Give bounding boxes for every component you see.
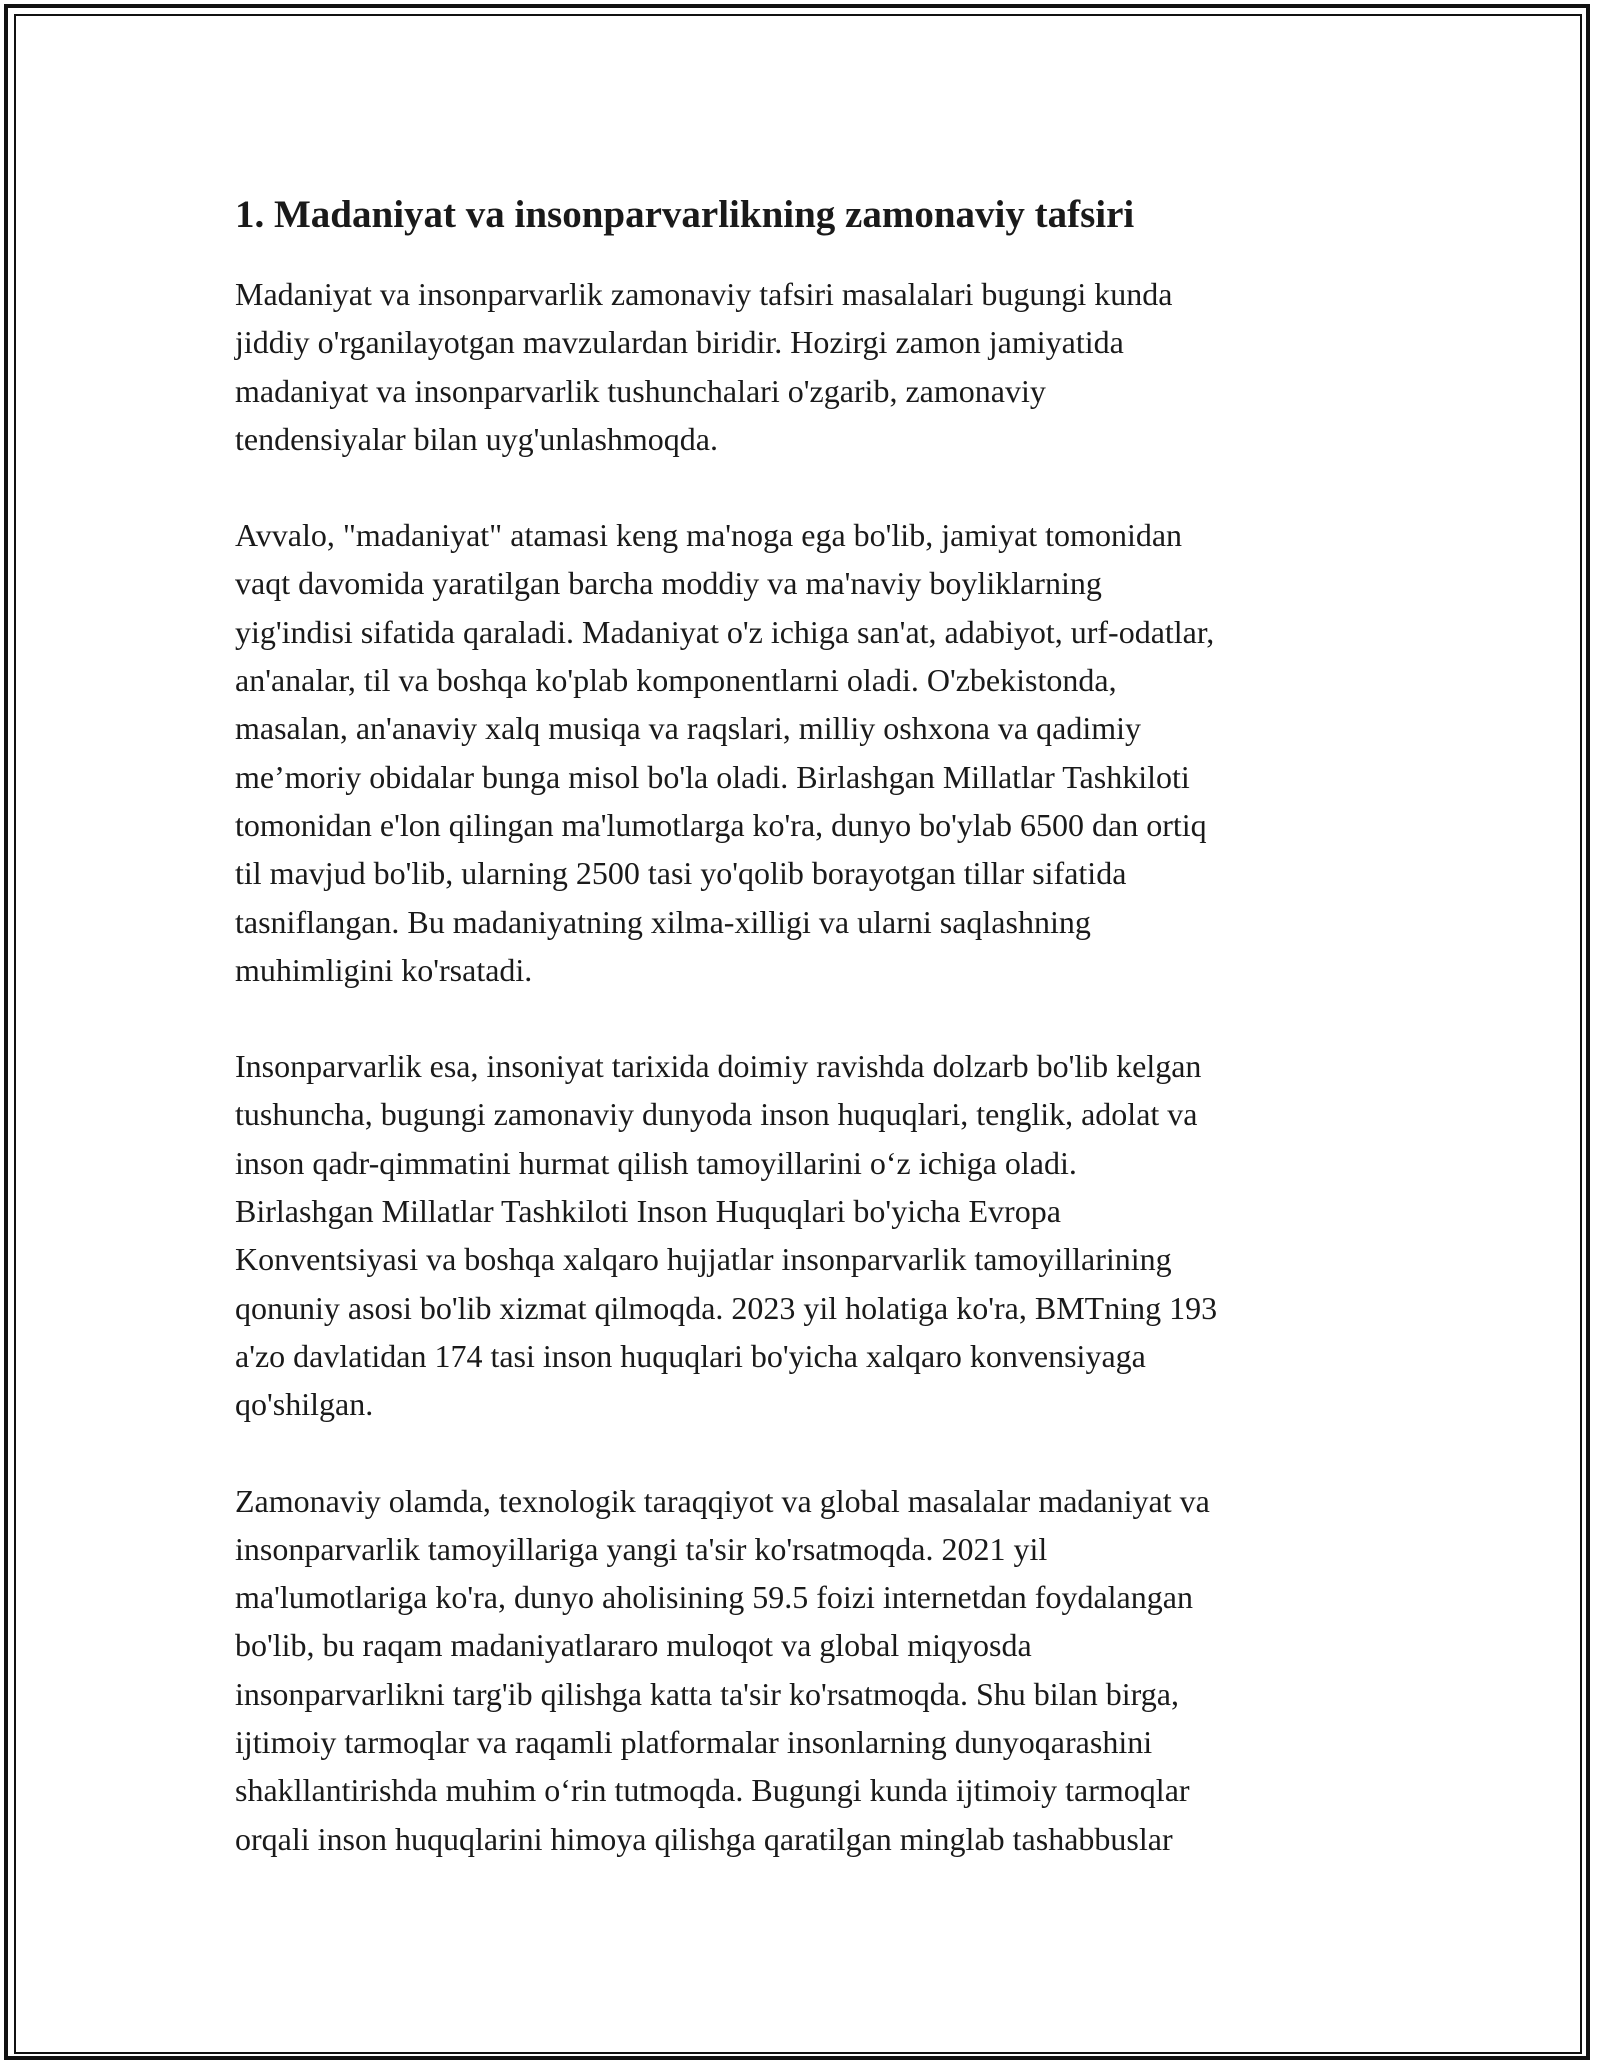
paragraph-humanism: Insonparvarlik esa, insoniyat tarixida doimiy ravishda dolzarb bo'lib kelgan tushuncha, bugungi zamonaviy dunyoda inson huquqlari, tenglik, adolat va inson qadr-qimmatini hurmat qilish tamoyillarini o‘z ichiga oladi. Birlashgan Millatlar Tashkiloti Inson Huquqlari bo'yicha Evropa Konventsiyasi va boshqa xalqaro hujjatlar insonparvarlik tamoyillarining qonuniy asosi bo'lib xizmat qilmoqda. 2023 yil holatiga ko'ra, BMTning 193 a'zo davlatidan 174 tasi inson huquqlari bo'yicha xalqaro konvensiyaga qo'shilgan. — [235, 1048, 1218, 1423]
paragraph-culture: Avvalo, "madaniyat" atamasi keng ma'noga ega bo'lib, jamiyat tomonidan vaqt davomida yaratilgan barcha moddiy va ma'naviy boyliklarning yig'indisi sifatida qaraladi. Madaniyat o'z ichiga san'at, adabiyot, urf-odatlar, an'analar, til va boshqa ko'plab komponentlarni oladi. O'zbekistonda, masalan, an'anaviy xalq musiqa va raqslari, milliy oshxona va qadimiy me’moriy obidalar bunga misol bo'la oladi. Birlashgan Millatlar Tashkiloti tomonidan e'lon qilingan ma'lumotlarga ko'ra, dunyo bo'ylab 6500 dan ortiq til mavjud bo'lib, ularning 2500 tasi yo'qolib borayotgan tillar sifatida tasniflangan. Bu madaniyatning xilma-xilligi va ularni saqlashning muhimligini ko'rsatadi. — [235, 517, 1215, 988]
document-page — [235, 190, 1375, 1911]
section-heading: 1. Madaniyat va insonparvarlikning zamonaviy tafsiri — [235, 193, 1135, 236]
paragraph-intro: Madaniyat va insonparvarlik zamonaviy tafsiri masalalari bugungi kunda jiddiy o'rganilayotgan mavzulardan biridir. Hozirgi zamon jamiyatida madaniyat va insonparvarlik tushunchalari o'zgarib, zamonaviy tendensiyalar bilan uyg'unlashmoqda. — [235, 276, 1173, 457]
paragraph-modern-world: Zamonaviy olamda, texnologik taraqqiyot va global masalalar madaniyat va insonparvarlik tamoyillariga yangi ta'sir ko'rsatmoqda. 2021 yil ma'lumotlariga ko'ra, dunyo aholisining 59.5 foizi internetdan foydalangan bo'lib, bu raqam madaniyatlararo muloqot va global miqyosda insonparvarlikni targ'ib qilishga katta ta'sir ko'rsatmoqda. Shu bilan birga, ijtimoiy tarmoqlar va raqamli platformalar insonlarning dunyoqarashini shakllantirishda muhim o‘rin tutmoqda. Bugungi kunda ijtimoiy tarmoqlar orqali inson huquqlarini himoya qilishga qaratilgan minglab tashabbuslar — [235, 1482, 1210, 1857]
